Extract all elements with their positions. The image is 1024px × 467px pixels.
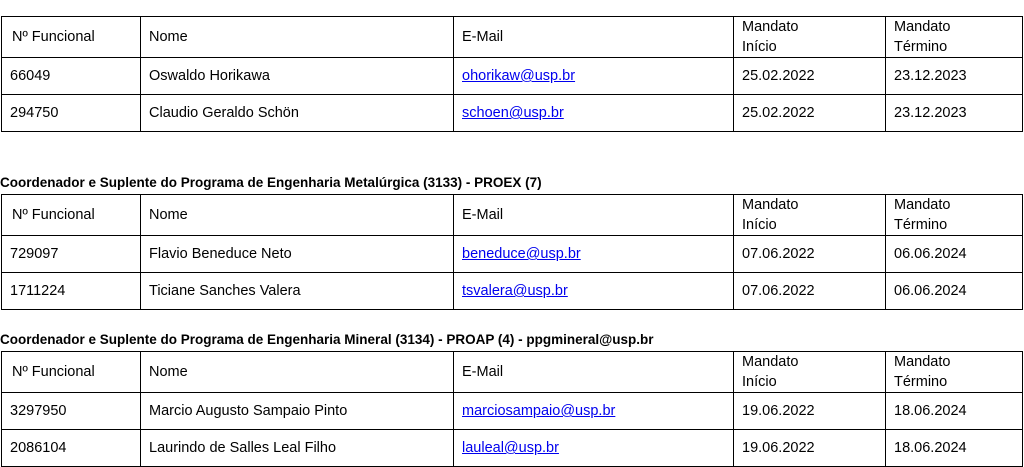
header-mandato-termino: Mandato Término (886, 352, 1023, 393)
header-nome: Nome (141, 195, 454, 236)
cell-termino: 18.06.2024 (886, 393, 1023, 430)
cell-funcional: 3297950 (2, 393, 141, 430)
table-section-3 (1, 351, 1023, 467)
cell-nome: Claudio Geraldo Schön (141, 95, 454, 132)
cell-email (454, 236, 734, 273)
header-nome: Nome (141, 17, 454, 58)
table-row (2, 95, 1023, 132)
cell-inicio: 07.06.2022 (734, 236, 886, 273)
cell-funcional: 66049 (2, 58, 141, 95)
email-link[interactable]: tsvalera@usp.br (462, 283, 568, 299)
cell-inicio: 07.06.2022 (734, 273, 886, 310)
table-row (2, 236, 1023, 273)
cell-nome: Ticiane Sanches Valera (141, 273, 454, 310)
cell-funcional: 294750 (2, 95, 141, 132)
header-nome: Nome (141, 352, 454, 393)
header-email: E-Mail (454, 195, 734, 236)
cell-inicio: 19.06.2022 (734, 430, 886, 467)
header-funcional: Nº Funcional (2, 17, 141, 58)
section-title-metalurgica: Coordenador e Suplente do Programa de Engenharia Metalúrgica (3133) - PROEX (7) (0, 175, 542, 190)
table-section-1 (1, 16, 1023, 132)
cell-funcional: 2086104 (2, 430, 141, 467)
header-mandato-inicio: Mandato Início (734, 195, 886, 236)
cell-nome: Laurindo de Salles Leal Filho (141, 430, 454, 467)
header-funcional: Nº Funcional (2, 195, 141, 236)
cell-termino: 23.12.2023 (886, 58, 1023, 95)
email-link[interactable]: beneduce@usp.br (462, 246, 581, 262)
cell-email (454, 393, 734, 430)
header-email: E-Mail (454, 352, 734, 393)
table-header-row (2, 17, 1023, 58)
cell-nome: Flavio Beneduce Neto (141, 236, 454, 273)
cell-inicio: 25.02.2022 (734, 58, 886, 95)
cell-email (454, 430, 734, 467)
cell-inicio: 25.02.2022 (734, 95, 886, 132)
table-row (2, 430, 1023, 467)
cell-inicio: 19.06.2022 (734, 393, 886, 430)
table-row (2, 273, 1023, 310)
header-mandato-inicio: Mandato Início (734, 352, 886, 393)
header-mandato-inicio: Mandato Início (734, 17, 886, 58)
cell-email (454, 58, 734, 95)
cell-email (454, 95, 734, 132)
cell-funcional: 729097 (2, 236, 141, 273)
header-email: E-Mail (454, 17, 734, 58)
cell-termino: 23.12.2023 (886, 95, 1023, 132)
cell-termino: 06.06.2024 (886, 273, 1023, 310)
email-link[interactable]: marciosampaio@usp.br (462, 403, 616, 419)
email-link[interactable]: ohorikaw@usp.br (462, 68, 576, 84)
table-header-row (2, 195, 1023, 236)
section-title-mineral: Coordenador e Suplente do Programa de Engenharia Mineral (3134) - PROAP (4) - ppgmineral@usp.br (0, 332, 654, 347)
email-link[interactable]: lauleal@usp.br (462, 440, 559, 456)
cell-nome: Marcio Augusto Sampaio Pinto (141, 393, 454, 430)
table-header-row (2, 352, 1023, 393)
header-mandato-termino: Mandato Término (886, 195, 1023, 236)
cell-funcional: 1711224 (2, 273, 141, 310)
cell-nome: Oswaldo Horikawa (141, 58, 454, 95)
cell-termino: 06.06.2024 (886, 236, 1023, 273)
table-row (2, 58, 1023, 95)
table-section-2 (1, 194, 1023, 310)
header-mandato-termino: Mandato Término (886, 17, 1023, 58)
cell-email (454, 273, 734, 310)
cell-termino: 18.06.2024 (886, 430, 1023, 467)
header-funcional: Nº Funcional (2, 352, 141, 393)
email-link[interactable]: schoen@usp.br (462, 105, 564, 121)
table-row (2, 393, 1023, 430)
